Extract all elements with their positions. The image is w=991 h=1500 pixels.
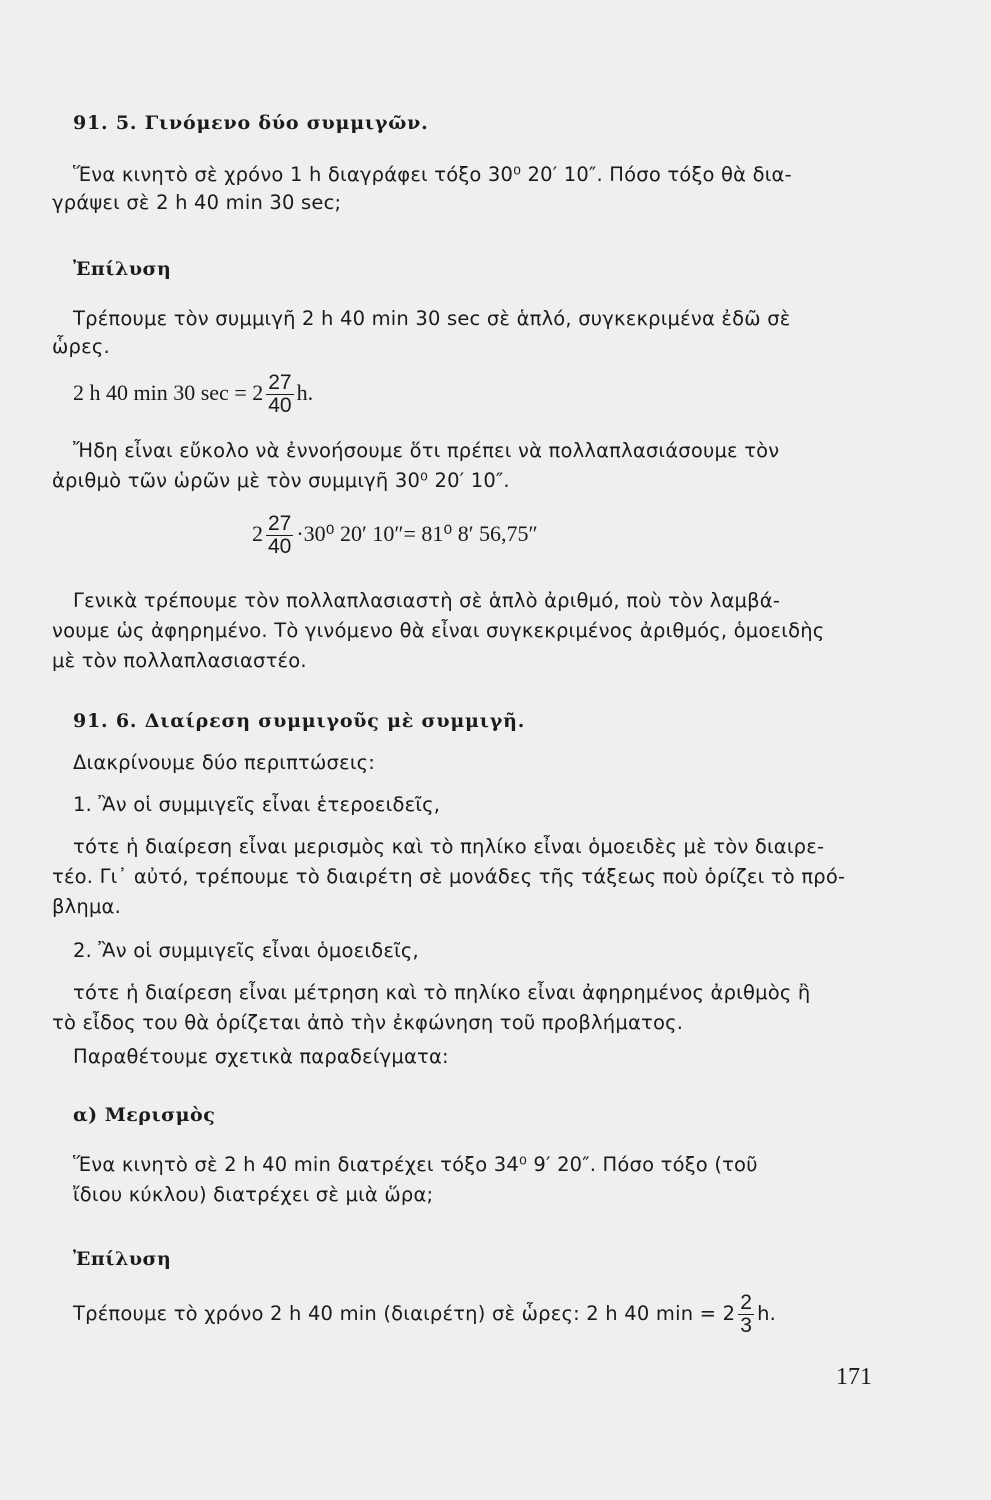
paragraph-text: Ἕνα κινητὸ σὲ 2 h 40 min διατρέχει τόξο 34⁰ 9′ 20″. Πόσο τόξο (τοῦ [73,1153,758,1176]
paragraph-text: ἀριθμὸ τῶν ὡρῶν μὲ τὸν συμμιγῆ 30⁰ 20′ 10″. [52,469,510,492]
paragraph-text: νουμε ὡς ἀφηρημένο. Τὸ γινόμενο θὰ εἶναι συγκεκριμένος ἀριθμός, ὁμοειδὴς [52,619,825,642]
section-heading-91-5: 91. 5. Γινόμενο δύο συμμιγῶν. [73,112,429,134]
fraction [738,1292,754,1337]
fraction-numerator: 27 [268,371,292,395]
paragraph-text: βλημα. [52,895,122,918]
fraction [266,372,293,417]
paragraph-text: τέο. Γι᾿ αὐτό, τρέπουμε τὸ διαιρέτη σὲ μονάδες τῆς τάξεως ποὺ ὁρίζει τὸ πρό- [52,865,846,888]
equation-left: Τρέπουμε τὸ χρόνο 2 h 40 min (διαιρέτη) σὲ ὧρες: 2 h 40 min = 2 [73,1302,736,1325]
paragraph-text: Παραθέτουμε σχετικὰ παραδείγματα: [73,1045,449,1068]
equation-left: 2 [252,521,263,546]
problem-text: γράψει σὲ 2 h 40 min 30 sec; [52,191,342,214]
fraction-numerator: 2 [740,1291,753,1314]
paragraph-text: Γενικὰ τρέπουμε τὸν πολλαπλασιαστὴ σὲ ἁπλὸ ἀριθμό, ποὺ τὸν λαμβά- [73,589,781,612]
paragraph-text: τότε ἡ διαίρεση εἶναι μέτρηση καὶ τὸ πηλίκο εἶναι ἀφηρημένος ἀριθμὸς ἢ [73,981,811,1004]
example-label: α) Μερισμὸς [73,1104,216,1126]
solution-text: Τρέπουμε τὸν συμμιγῆ 2 h 40 min 30 sec σὲ ἁπλό, συγκεκριμένα ἐδῶ σὲ [73,307,791,330]
paragraph-text: τότε ἡ διαίρεση εἶναι μερισμὸς καὶ τὸ πηλίκο εἶναι ὁμοειδὲς μὲ τὸν διαιρε- [73,835,825,858]
fraction [266,513,293,558]
page-number: 171 [836,1364,872,1390]
problem-text: Ἕνα κινητὸ σὲ χρόνο 1 h διαγράφει τόξο 30⁰ 20′ 10″. Πόσο τόξο θὰ δια- [73,163,792,186]
fraction-denominator: 40 [268,394,292,418]
paragraph-text: μὲ τὸν πολλαπλασιαστέο. [52,649,307,672]
paragraph-text: τὸ εἶδος του θὰ ὁρίζεται ἀπὸ τὴν ἐκφώνηση τοῦ προβλήματος. [52,1011,684,1034]
section-heading-91-6: 91. 6. Διαίρεση συμμιγοῦς μὲ συμμιγῆ. [73,710,526,732]
paragraph-text: Ἤδη εἶναι εὔκολο νὰ ἐννοήσουμε ὅτι πρέπει νὰ πολλαπλασιάσουμε τὸν [73,439,780,462]
fraction-numerator: 27 [268,512,292,536]
equation-right: ·30⁰ 20′ 10″= 81⁰ 8′ 56,75″ [296,521,538,546]
equation-right: h. [757,1302,777,1325]
paragraph-text: Διακρίνουμε δύο περιπτώσεις: [73,751,376,774]
solution-conversion [73,1290,776,1338]
equation-product [252,510,538,558]
equation-left: 2 h 40 min 30 sec = 2 [73,380,264,405]
fraction-denominator: 40 [268,535,292,559]
solution-label: Ἐπίλυση [73,1248,172,1270]
case-title: 1. Ἂν οἱ συμμιγεῖς εἶναι ἑτεροειδεῖς, [73,793,441,816]
equation-hours [73,369,313,417]
case-title: 2. Ἂν οἱ συμμιγεῖς εἶναι ὁμοειδεῖς, [73,939,419,962]
solution-text: ὧρες. [52,335,110,358]
equation-right: h. [296,380,314,405]
paragraph-text: ἴδιου κύκλου) διατρέχει σὲ μιὰ ὥρα; [73,1183,434,1206]
solution-label: Ἐπίλυση [73,258,172,280]
fraction-denominator: 3 [740,1314,753,1337]
